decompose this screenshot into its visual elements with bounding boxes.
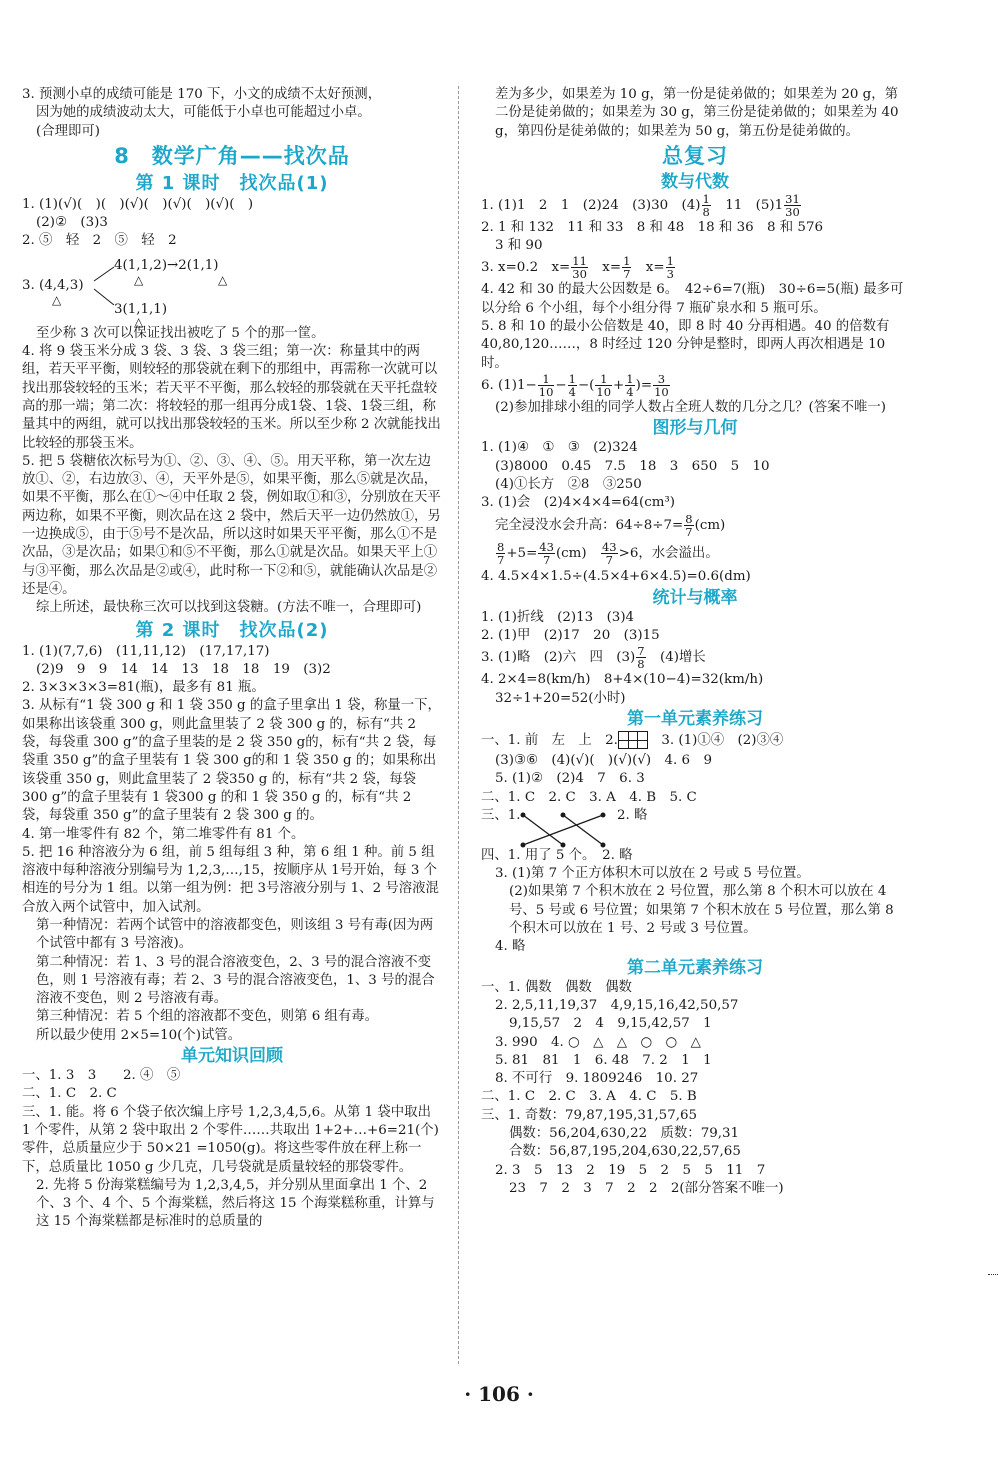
numerator: 1	[568, 371, 576, 386]
numerator: 1	[666, 254, 674, 269]
denominator: 8	[702, 204, 710, 219]
answer-line: 2. 1 和 132 11 和 33 8 和 48 18 和 36 8 和 576	[481, 219, 823, 235]
denominator: 7	[623, 267, 631, 282]
intro-line: (合理即可)	[36, 123, 101, 139]
text-run: −	[555, 377, 567, 393]
answer-line: 3. 990 4. ○ △ △ ○ ○ △	[495, 1034, 701, 1050]
answer-line: 3. (1)会 (2)4×4×4=64(cm³)	[481, 495, 676, 511]
fraction	[784, 193, 801, 218]
answer-paragraph: 第二种情况：若 1、3 号的混合溶液变色，2、3 号的混合溶液不变色，则 1 号溶液有毒；若 2、3 号的混合溶液变色，1、3 号的混合溶液不变色，则 2 号溶液有毒。	[36, 954, 435, 1007]
answer-paragraph: 5. 把 16 种溶液分为 6 组，前 5 组每组 3 种，第 6 组 1 种。前 5 组溶液中每种溶液分别编号为 1,2,3,…,15，按顺序从 1号开始，每 3 个相连的号分为 1 组。以第一组为例：把 3号溶液分别与 1、2 号溶液混合放入两个试管中，加入试剂。	[22, 844, 439, 915]
fraction	[571, 255, 588, 280]
answer-line: 合数：56,87,195,204,630,22,57,65	[509, 1144, 741, 1160]
right-column	[481, 86, 909, 1198]
numerator: 1	[626, 371, 634, 386]
denominator: 10	[538, 384, 554, 399]
weighing-tree-diagram	[22, 251, 442, 329]
fraction	[684, 513, 693, 538]
triangle-mark: △	[52, 292, 62, 307]
numerator: 3	[653, 373, 670, 386]
answer-line: 1. (1)④ ① ③ (2)324	[481, 440, 638, 456]
answer-line: 四、1. 用了 5 个。 2. 略	[481, 847, 633, 863]
text-run: >6，水会溢出。	[618, 546, 719, 562]
text-run: 1. (1)1 2 1 (2)24 (3)30 (4)	[481, 197, 701, 213]
intro-line: 因为她的成绩波动太大，可能低于小卓也可能超过小卓。	[36, 105, 371, 121]
answer-line	[481, 540, 909, 568]
text-run: (cm)	[555, 546, 600, 562]
answer-line: 8. 不可行 9. 1809246 10. 27	[495, 1071, 699, 1087]
answer-line: 1. (1)(7,7,6) (11,11,12) (17,17,17)	[22, 643, 270, 659]
answer-paragraph: 4. 将 9 袋玉米分成 3 袋、3 袋、3 袋三组；第一次：称量其中的两组，若天平平衡，则较轻的那袋就在剩下的那组中，再需称一次就可以找出那袋较轻的玉米；若天平不平衡，那么较轻的那袋就在天平托盘较高的那一端；第二次：将较轻的那一组再分成1袋、1袋、1袋三组，称量其中的两组，就可以找出那袋较轻的玉米。所以至少称 2 次就能找出比较轻的那袋玉米。	[22, 344, 441, 451]
numerator: 31	[785, 191, 800, 206]
unit-1-practice-title: 第一单元素养练习	[627, 708, 763, 729]
section-title-number-algebra: 数与代数	[661, 171, 729, 192]
answer-line: 2. ⑤ 轻 2 ⑤ 轻 2	[22, 233, 177, 249]
page-number: · 106 ·	[464, 1382, 534, 1406]
text-run: (4)增长	[646, 650, 706, 666]
fraction	[625, 373, 634, 398]
answer-line: 所以最少使用 2×5=10(个)试管。	[36, 1027, 242, 1043]
numerator: 43	[601, 540, 617, 555]
answer-line: 3. (1)第 7 个正方体积木可以放在 2 号或 5 号位置。	[495, 866, 810, 882]
lesson-1-title: 第 1 课时 找次品(1)	[135, 172, 329, 194]
denominator: 4	[626, 384, 634, 399]
intro-line: 3. 预测小卓的成绩可能是 170 下，小文的成绩不太好预测，	[22, 87, 382, 102]
unit-2-practice-title: 第二单元素养练习	[627, 957, 763, 978]
tree-branch-lines	[22, 251, 142, 325]
answer-line: 2. 3×3×3×3=81(瓶)，最多有 81 瓶。	[22, 680, 265, 696]
answer-line: 4. 第一堆零件有 82 个，第二堆零件有 81 个。	[22, 826, 305, 842]
answer-paragraph: 第三种情况：若 5 个组的溶液都不变色，则第 6 组有毒。	[36, 1009, 379, 1025]
text-run: 完全浸没水会升高：64÷8÷7=	[495, 518, 684, 534]
answer-line	[481, 645, 909, 671]
answer-line: 二、1. C 2. C 3. A 4. B 5. C	[481, 789, 697, 805]
answer-line: (4)①长方 ②8 ③250	[495, 476, 642, 492]
text-run: 一、1. 前 左 上 2.	[481, 732, 618, 748]
fraction	[702, 193, 711, 218]
answer-line: (2)② (3)3	[36, 215, 108, 231]
denominator: 7	[542, 553, 551, 568]
answer-line: 二、1. C 2. C 3. A 4. C 5. B	[481, 1089, 697, 1105]
numerator: 8	[497, 540, 505, 555]
denominator: 30	[572, 267, 587, 282]
answer-line: 1. (1)折线 (2)13 (3)4	[481, 609, 635, 625]
text-run: )=	[635, 377, 653, 393]
answer-line: 9,15,57 2 4 9,15,42,57 1	[509, 1016, 712, 1032]
numerator: 7	[637, 644, 645, 659]
text-run: 6. (1)1−	[481, 377, 537, 393]
answer-line: 32÷1+20=52(小时)	[495, 690, 626, 706]
column-divider	[458, 86, 459, 1364]
denominator: 30	[785, 204, 800, 219]
text-run: 3. x=0.2 x=	[481, 260, 571, 276]
answer-line: 一、1. 3 3 2. ④ ⑤	[22, 1068, 181, 1084]
text-run: −(	[577, 377, 595, 393]
denominator: 3	[666, 267, 674, 282]
text-run: (cm)	[694, 518, 726, 534]
triangle-mark: △	[218, 272, 228, 287]
denominator: 4	[568, 384, 576, 399]
fraction	[595, 373, 612, 398]
answer-line: (3)③⑥ (4)(√)( )(√)(√) 4. 6 9	[495, 752, 712, 768]
numerator: 8	[685, 512, 693, 527]
text-run: x=	[588, 260, 622, 276]
answer-paragraph: 第一种情况：若两个试管中的溶液都变色，则该组 3 号有毒(因为两个试管中都有 3 号溶液)。	[36, 917, 434, 952]
grid-figure	[618, 731, 648, 749]
denominator: 8	[637, 657, 645, 672]
matching-diagram	[481, 807, 909, 847]
fraction	[601, 541, 618, 566]
lesson-2-title: 第 2 课时 找次品(2)	[135, 619, 329, 641]
answer-paragraph: 差为多少，如果差为 10 g，第一份是徒弟做的；如果差为 20 g，第二份是徒弟做的；如果差为 30 g，第三份是徒弟做的；如果差为 40 g，第四份是徒弟做的；如果差为 50 g，第五份是徒弟做的。	[495, 87, 899, 139]
answer-line: 至少称 3 次可以保证找出被吃了 5 个的那一筐。	[36, 325, 325, 341]
answer-line	[481, 193, 909, 219]
unit-review-title: 单元知识回顾	[181, 1046, 283, 1067]
item-label: 三、1.	[481, 807, 521, 823]
answer-line: 2. 3 5 13 2 19 5 2 5 5 11 7	[495, 1162, 766, 1178]
answer-line: 二、1. C 2. C	[22, 1086, 117, 1102]
answer-paragraph: 3. 从标有“1 袋 300 g 和 1 袋 350 g 的盒子里拿出 1 袋，称量一下，如果称出该袋重 300 g，则此盒里装了 2 袋 300 g 的，标有“共 2 袋，每袋重 300 g”的盒子里装的是 2 袋 350 g的，标有“共 2 袋，每袋重 350 g”的盒子里装有 1 袋 300 g的和 1 袋 350 g 的；如果称出该袋重 350 g，则此盒里装了 2 袋350 g 的，标有“共 2 袋，每袋 300 g”的盒子里装有 1 袋300 g 的和 1 袋 350 g 的，标有“共 2 袋，每袋重 350 g”的盒子里装有 2 袋 300 g 的。	[22, 698, 441, 824]
general-review-title: 总复习	[662, 143, 728, 168]
fraction	[538, 373, 555, 398]
fraction	[538, 541, 555, 566]
text-run: 3. (1)略 (2)六 四 (3)	[481, 650, 636, 666]
answer-line: 5. (1)② (2)4 7 6. 3	[495, 771, 645, 787]
answer-line: 2. 2,5,11,19,37 4,9,15,16,42,50,57	[495, 997, 739, 1013]
answer-paragraph: 5. 把 5 袋糖依次标号为①、②、③、④、⑤。用天平称，第一次左边放①、②，右边放③、④，天平外是⑤，如果平衡，那么⑤就是次品，如果不平衡，那么在①～④中任取 2 袋，例如取①和③，分别放在天平两边称，如果不平衡，则次品在这 2 袋中，然后天平一边仍然放①，另一边换成⑤，由于⑤号不是次品，所以这时如果天平平衡，那么①不是次品，③是次品；如果①和⑤不平衡，那么①就是次品。如果天平上①与③平衡，那么次品是②或④，此时称一下②和⑤，就能确认次品是②还是④。	[22, 453, 441, 597]
fraction	[568, 373, 577, 398]
tree-root: 3. (4,4,3)	[22, 277, 84, 293]
triangle-mark: △	[134, 272, 144, 287]
answer-line: 4. 2×4=8(km/h) 8+4×(10−4)=32(km/h)	[481, 672, 764, 688]
answer-line	[481, 512, 909, 540]
numerator: 1	[623, 254, 631, 269]
tree-node-top: 4(1,1,2)→2(1,1)	[114, 257, 219, 273]
answer-line: (2)9 9 9 14 14 13 18 18 19 (3)2	[36, 661, 331, 677]
text-run: 11 (5)1	[711, 197, 784, 213]
answer-paragraph: 5. 8 和 10 的最小公倍数是 40，即 8 时 40 分再相遇。40 的倍数有 40,80,120……，8 时经过 120 分钟是整时，即两人再次相遇是 10 时。	[481, 319, 890, 371]
text-run: x=	[632, 260, 665, 276]
answer-line: 1. (1)(√)( )( )(√)( )(√)( )(√)( )	[22, 196, 254, 212]
answer-line	[481, 373, 909, 399]
fraction	[666, 255, 675, 280]
section-title-statistics: 统计与概率	[652, 587, 738, 608]
answer-line: 4. 略	[495, 939, 526, 955]
triangle-mark: △	[134, 314, 144, 329]
denominator: 10	[654, 384, 669, 399]
denominator: 7	[685, 525, 693, 540]
fraction	[622, 255, 631, 280]
text-run: +	[613, 377, 625, 393]
answer-line	[481, 255, 909, 281]
item-label: 2. 略	[617, 807, 648, 823]
denominator: 7	[497, 553, 505, 568]
denominator: 10	[596, 384, 612, 399]
denominator: 7	[605, 553, 613, 568]
answer-paragraph: 三、1. 能。将 6 个袋子依次编上序号 1,2,3,4,5,6。从第 1 袋中取出 1 个零件，从第 2 袋中取出 2 个零件……共取出 1+2+…+6=21(个)零件，总质量应少于 50×21 =1050(g)。将这些零件放在秤上称一下，总质量比 1050 g 少几克，几号袋就是质量较轻的那袋零件。	[22, 1104, 439, 1175]
chapter-title: 8 数学广角——找次品	[114, 143, 350, 168]
left-column	[22, 86, 442, 1232]
numerator: 1	[538, 373, 555, 386]
numerator: 43	[539, 540, 554, 555]
answer-line	[481, 730, 909, 752]
text-run: +5=	[506, 546, 538, 562]
answer-line: 综上所述，最快称三次可以找到这袋糖。(方法不唯一，合理即可)	[36, 600, 422, 616]
text-run: 3. (1)①④ (2)③④	[647, 732, 784, 748]
numerator: 1	[595, 373, 612, 386]
answer-line: 三、1. 奇数：79,87,195,31,57,65	[481, 1107, 698, 1123]
matching-lines	[513, 809, 613, 849]
answer-paragraph: (2)参加排球小组的同学人数占全班人数的几分之几？(答案不唯一)	[495, 399, 886, 415]
answer-paragraph: (2)如果第 7 个积木放在 2 号位置，那么第 8 个积木可以放在 4 号、5 号或 6 号位置；如果第 7 个积木放在 5 号位置，那么第 8 个积木可以放在 1 号、2 号或 3 号位置。	[509, 884, 894, 937]
answer-line: 偶数：56,204,630,22 质数：79,31	[509, 1125, 740, 1141]
edge-mark	[988, 1274, 998, 1275]
answer-line: 4. 4.5×4×1.5÷(4.5×4+6×4.5)=0.6(dm)	[481, 569, 751, 585]
answer-line: 3 和 90	[495, 238, 543, 254]
fraction	[496, 541, 505, 566]
fraction	[653, 373, 670, 398]
tree-node-bottom: 3(1,1,1)	[114, 301, 168, 317]
numerator: 11	[572, 254, 587, 269]
numerator: 1	[702, 191, 710, 206]
answer-line: 23 7 2 3 7 2 2 2(部分答案不唯一)	[509, 1180, 784, 1196]
answer-line: (3)8000 0.45 7.5 18 3 650 5 10	[495, 458, 770, 474]
fraction	[636, 645, 645, 670]
answer-paragraph: 2. 先将 5 份海棠糕编号为 1,2,3,4,5，并分别从里面拿出 1 个、2 个、3 个、4 个、5 个海棠糕，然后将这 15 个海棠糕称重，计算与这 15 个海棠糕都是标准时的总质量的	[36, 1177, 435, 1230]
answer-line: 5. 81 81 1 6. 48 7. 2 1 1	[495, 1052, 712, 1068]
answer-line: 2. (1)甲 (2)17 20 (3)15	[481, 628, 660, 644]
answer-paragraph: 4. 42 和 30 的最大公因数是 6。 42÷6=7(瓶) 30÷6=5(瓶) 最多可以分给 6 个小组，每个小组分得 7 瓶矿泉水和 5 瓶可乐。	[481, 282, 904, 316]
section-title-geometry: 图形与几何	[652, 418, 738, 439]
answer-line: 一、1. 偶数 偶数 偶数	[481, 979, 632, 995]
